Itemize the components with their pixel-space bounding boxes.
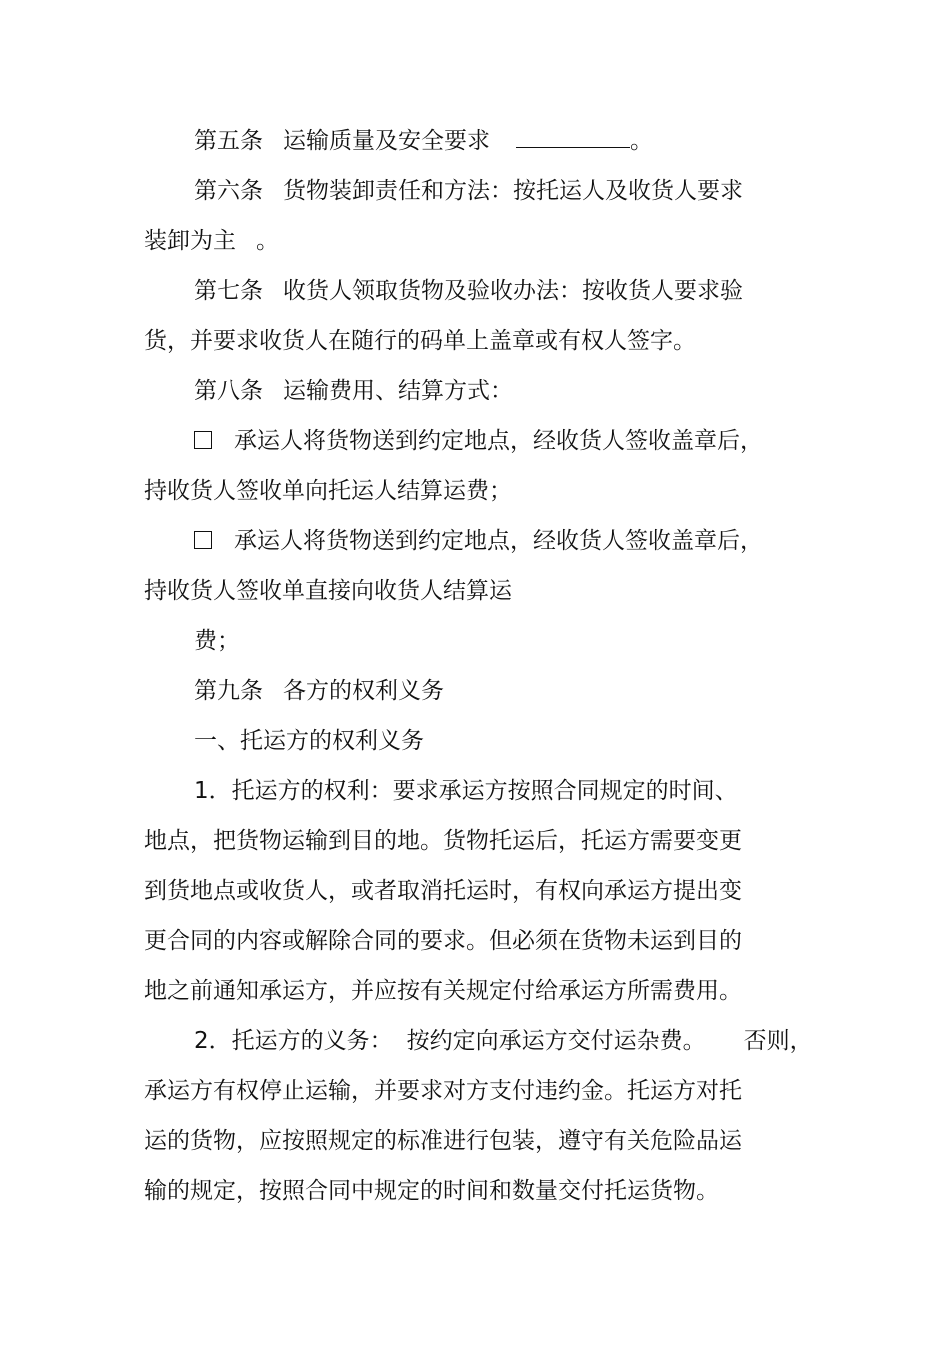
section-heading: 一、托运方的权利义务 bbox=[194, 728, 424, 754]
item-1-line: 1．托运方的权利：要求承运方按照合同规定的时间、 bbox=[194, 778, 738, 804]
article-label: 第七条 bbox=[194, 278, 263, 304]
item-2-text: 按约定向承运方交付运杂费。 bbox=[406, 1028, 706, 1054]
payment-option-2-continued-2: 费； bbox=[194, 628, 240, 654]
item-2-line bbox=[194, 1026, 813, 1056]
article-9 bbox=[194, 676, 444, 706]
item-2-line: 承运方有权停止运输，并要求对方支付违约金。托运方对托 bbox=[144, 1078, 742, 1104]
article-label: 第九条 bbox=[194, 678, 263, 704]
article-text: 运输质量及安全要求 bbox=[283, 128, 490, 154]
checkbox[interactable] bbox=[194, 531, 212, 549]
checkbox[interactable] bbox=[194, 431, 212, 449]
item-1-line: 更合同的内容或解除合同的要求。但必须在货物未运到目的 bbox=[144, 928, 742, 954]
article-label: 第八条 bbox=[194, 378, 263, 404]
item-2-line: 输的规定，按照合同中规定的时间和数量交付托运货物。 bbox=[144, 1178, 719, 1204]
item-1-line: 地之前通知承运方，并应按有关规定付给承运方所需费用。 bbox=[144, 978, 742, 1004]
payment-option-2-continued: 持收货人签收单直接向收货人结算运 bbox=[144, 578, 512, 604]
article-7-continued: 货，并要求收货人在随行的码单上盖章或有权人签字。 bbox=[144, 328, 696, 354]
payment-option-2 bbox=[194, 526, 763, 556]
option-text: 承运人将货物送到约定地点，经收货人签收盖章后， bbox=[234, 428, 763, 454]
option-text: 承运人将货物送到约定地点，经收货人签收盖章后， bbox=[234, 528, 763, 554]
article-text: 装卸为主 bbox=[144, 228, 236, 254]
item-1-line: 到货地点或收货人，或者取消托运时，有权向承运方提出变 bbox=[144, 878, 742, 904]
article-text: 货物装卸责任和方法：按托运人及收货人要求 bbox=[283, 178, 743, 204]
article-8 bbox=[194, 376, 513, 406]
article-text: 各方的权利义务 bbox=[283, 678, 444, 704]
item-2-heading: 2．托运方的义务： bbox=[194, 1028, 393, 1054]
article-7 bbox=[194, 276, 743, 306]
article-label: 第六条 bbox=[194, 178, 263, 204]
item-1-line: 地点，把货物运输到目的地。货物托运后，托运方需要变更 bbox=[144, 828, 742, 854]
item-2-line: 运的货物，应按照规定的标准进行包装，遵守有关危险品运 bbox=[144, 1128, 742, 1154]
item-2-text: 否则， bbox=[743, 1028, 813, 1054]
article-5 bbox=[194, 126, 653, 156]
article-text: 收货人领取货物及验收办法：按收货人要求验 bbox=[283, 278, 743, 304]
article-end: 。 bbox=[256, 228, 279, 254]
article-6-continued bbox=[144, 226, 279, 256]
payment-option-1-continued: 持收货人签收单向托运人结算运费； bbox=[144, 478, 512, 504]
article-text: 运输费用、结算方式： bbox=[283, 378, 513, 404]
article-end: 。 bbox=[630, 128, 653, 154]
article-label: 第五条 bbox=[194, 128, 263, 154]
article-6 bbox=[194, 176, 743, 206]
payment-option-1 bbox=[194, 426, 763, 456]
blank-underline bbox=[516, 127, 630, 148]
